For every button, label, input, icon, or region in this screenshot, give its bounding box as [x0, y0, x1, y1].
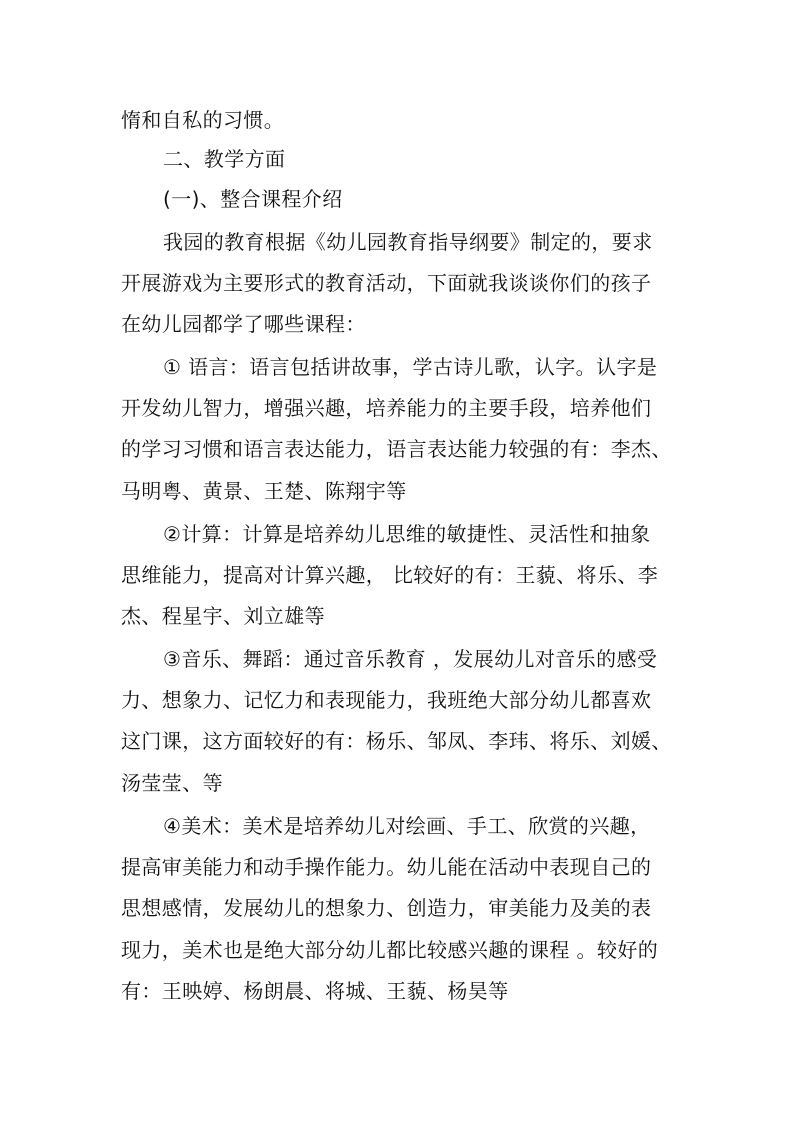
paragraph-line: 马明粤、黄景、王楚、陈翔宇等 [121, 479, 407, 503]
paragraph-line: ① 语言：语言包括讲故事，学古诗儿歌，认字。认字是 [163, 355, 658, 379]
paragraph-line: 惰和自私的习惯。 [121, 108, 285, 132]
paragraph-line: 这门课，这方面较好的有：杨乐、邹凤、李玮、将乐、刘媛、 [121, 729, 672, 753]
paragraph-line: 现力，美术也是绝大部分幼儿都比较感兴趣的课程 。较好的 [121, 938, 659, 962]
paragraph-line: ④美术：美术是培养幼儿对绘画、手工、欣赏的兴趣， [163, 814, 651, 838]
paragraph-line: 汤莹莹、等 [121, 771, 223, 795]
paragraph-line: 提高审美能力和动手操作能力。幼儿能在活动中表现自己的 [121, 855, 652, 879]
section-heading: 二、教学方面 [163, 147, 286, 171]
paragraph-line: 我园的教育根据《幼儿园教育指导纲要》制定的，要求 [163, 230, 653, 254]
paragraph-line: 的学习习惯和语言表达能力，语言表达能力较强的有：李杰、 [121, 437, 672, 461]
paragraph-line: 开展游戏为主要形式的教育活动，下面就我谈谈你们的孩子 [121, 271, 652, 295]
paragraph-line: 有：王映婷、杨朗晨、将城、王藐、杨昊等 [121, 979, 509, 1003]
paragraph-line: 思维能力，提高对计算兴趣， 比较好的有：王藐、将乐、李 [121, 563, 659, 587]
paragraph-line: 杰、程星宇、刘立雄等 [121, 604, 325, 628]
paragraph-line: 在幼儿园都学了哪些课程： [121, 312, 366, 336]
paragraph-line: ③音乐、舞蹈：通过音乐教育 ，发展幼儿对音乐的感受 [163, 647, 658, 671]
paragraph-line: 力、想象力、记忆力和表现能力，我班绝大部分幼儿都喜欢 [121, 688, 652, 712]
paragraph-line: 思想感情，发展幼儿的想象力、创造力，审美能力及美的表 [121, 896, 652, 920]
paragraph-line: ②计算：计算是培养幼儿思维的敏捷性、灵活性和抽象 [163, 522, 651, 546]
subsection-heading: (一)、整合课程介绍 [163, 187, 343, 211]
paragraph-line: 开发幼儿智力，增强兴趣，培养能力的主要手段，培养他们 [121, 396, 652, 420]
